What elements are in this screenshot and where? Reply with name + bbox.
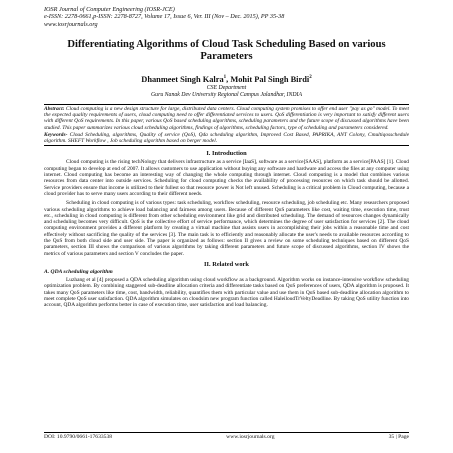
author-separator: ,: [226, 74, 231, 84]
journal-header: [44, 6, 409, 28]
subsection-qda-heading: A. QDA scheduling algorithm: [44, 268, 113, 275]
introduction-paragraph-2: Scheduling in cloud computing is of various types: task scheduling, workflow scheduling, resource scheduling, job scheduling etc. Many researchers proposed various scheduling algorithms to achieve load balancing and fairness among users. Because of different QoS parameters like cost, waiting time, execution time, trust etc., scheduling in cloud computing is different from other scheduling environment like grid and distributed scheduling. The demand of resources changes dynamically and scheduling becomes very difficult. QoS is the collective effort of service performance, which determines the degree of user satisfaction for services [2]. The cloud computing environment provides a different platform by creating a virtual machine that assists users in accomplishing their jobs within a reasonable time and cost effectively without sacrificing the quality of the services [3]. The main task is to efficiently and reasonably allocate the user's needs to available resources according to the QoS from both cloud side and user side. The paper is organized as follows: section II gives a review on some scheduling techniques based on different QoS parameters, section III shows the comparison of various algorithms by taking different parameters and future scope of discussed algorithms, section IV shows the metrics of various parameters and section V concludes the paper.: [44, 200, 409, 257]
author-2: Mohit Pal Singh Birdi: [230, 74, 310, 84]
author-2-marker: 2: [309, 74, 312, 80]
author-list: [44, 73, 409, 85]
author-1: Dhanmeet Singh Kalra: [141, 74, 224, 84]
introduction-paragraph-1: Cloud computing is the rising techNology that delivers infrastructure as a service [IaaS], software as a service[SAAS], platform as a service[PAAS] [1]. Cloud computing began to develop at end of 2007. It allows customers to use application without buying any software and hardware and access the files at any computer using internet. Cloud computing has become an interesting way of changing the whole computing through internet. Cloud computing is a model that combines various resources from data center into outside services. Scheduling for cloud computing checks the availability of processing resources on which task should be allotted. Service providers ensure that income is utilized to their fullest so that resource power is Not left unused. Scheduling is a critical problem in Cloud computing, because a cloud provider has to serve many users according to their different needs.: [44, 159, 409, 197]
keywords-block: [44, 132, 409, 145]
paper-title: Differentiating Algorithms of Cloud Task Scheduling Based on various Parameters: [67, 38, 386, 62]
affiliation-dept: CSE Department: [206, 84, 247, 91]
footer-page-number: 35 | Page: [388, 434, 409, 440]
abstract-label: Abstract:: [44, 105, 65, 112]
related-work-paragraph-1: Luzhang et al [4] proposed a QDA scheduling algorithm using cloud workflow as a background. Algorithm works on instance-intensive workflow scheduling optimization problem. By combining staggered sub-deadline allocation criteria and differentiate tasks based on QoS preferences of users, QDA algorithm is proposed. It takes many QoS parameters like time, cost, bandwidth, reliability, quantifies them with particular value and use them in QoS based sub-deadline allocation algorithm to meet complete QoS user satisfaction. QDA algorithm simulates on cloudsim new program function called HaleiloudTrVeltyDeadline. By taking QoS utility function into account, QDA algorithm performs better in case of execution time, user satisfaction and load balancing.: [44, 276, 409, 309]
keywords-label: Keywords-: [44, 131, 68, 138]
abstract-block: [44, 104, 409, 147]
author-1-marker: 1: [223, 74, 227, 80]
page-footer: [44, 432, 409, 441]
section-related-work-heading: II. Related work: [204, 260, 249, 268]
footer-website: www.iosrjournals.org: [226, 434, 275, 440]
keywords-text: Cloud Scheduling, algorithms, Quality of service (QoS), Qda scheduling algorithm, Improved Cost Based, PAPRIKA, ANT Colony, Cmultiqosschedule algorithm. SHEFT Workflow , Job scheduling algorithm based on berger model.: [44, 131, 409, 145]
journal-name: IOSR Journal of Computer Engineering (IOSR-JCE): [44, 6, 175, 13]
abstract-text-block: [44, 106, 409, 131]
footer-doi: DOI: 10.9790/0661-17633538: [44, 434, 113, 440]
abstract-text: Cloud computing is a new design structure for large, distributed data centers. Cloud computing system promises to offer end user "pay as go" model. To meet the expected quality requirements of users, cloud computing need to offer differentiated services to users. QoS differentiation is very important to satisfy different users with different QoS requirements. In this paper, various QoS based scheduling algorithms, scheduling parameters and the future scope of discussed algorithms have been studied. This paper summarizes various cloud scheduling algorithms, findings of algorithms, scheduling factors, type of scheduling and parameters considered.: [44, 105, 409, 131]
journal-website: www.iosrjournals.org: [44, 20, 98, 28]
affiliation-university: Guru Nanak Dev University Regional Campus Jalandhar, INDIA: [150, 91, 303, 98]
section-introduction-heading: I. Introduction: [206, 150, 247, 158]
journal-issn: e-ISSN: 2278-0661,p-ISSN: 2278-8727, Volume 17, Issue 6, Ver. III (Nov – Dec. 2015), PP 35-38: [44, 13, 285, 21]
